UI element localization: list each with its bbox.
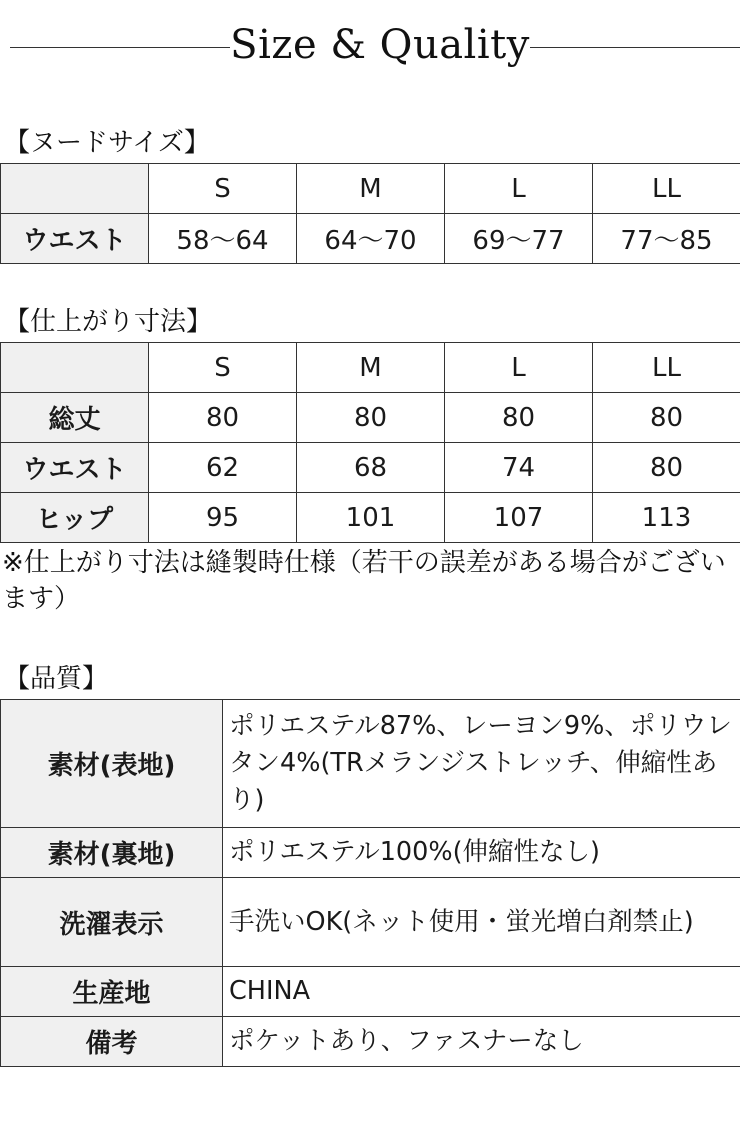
column-header: L — [445, 164, 593, 214]
row-header: 素材(裏地) — [1, 828, 223, 878]
row-header: 洗濯表示 — [1, 878, 223, 967]
column-header: LL — [593, 343, 740, 393]
row-header: ウエスト — [1, 443, 149, 493]
nude-size-table — [0, 163, 740, 264]
table-cell: 80 — [593, 393, 740, 443]
table-cell: 113 — [593, 493, 740, 543]
table-cell: 101 — [297, 493, 445, 543]
nude-size-label: 【ヌードサイズ】 — [4, 128, 210, 158]
table-cell: 69〜77 — [445, 214, 593, 264]
quality-table — [0, 699, 740, 1067]
table-cell: 62 — [149, 443, 297, 493]
table-row — [1, 393, 740, 443]
row-header: 素材(表地) — [1, 700, 223, 828]
table-row — [1, 1017, 740, 1067]
column-header: LL — [593, 164, 740, 214]
table-cell: ポリエステル100%(伸縮性なし) — [223, 828, 740, 878]
column-header: S — [149, 164, 297, 214]
title-rule-left — [10, 47, 230, 48]
column-header: M — [297, 343, 445, 393]
table-cell: 80 — [149, 393, 297, 443]
row-header: 総丈 — [1, 393, 149, 443]
table-cell: 68 — [297, 443, 445, 493]
table-row — [1, 214, 740, 264]
section-title — [0, 18, 740, 78]
table-cell: 80 — [297, 393, 445, 443]
table-cell: 74 — [445, 443, 593, 493]
size-note: ※仕上がり寸法は縫製時仕様（若干の誤差がある場合がございます） — [2, 548, 726, 614]
table-cell: 77〜85 — [593, 214, 740, 264]
row-header: 備考 — [1, 1017, 223, 1067]
column-header: M — [297, 164, 445, 214]
table-cell: ポリエステル87%、レーヨン9%、ポリウレタン4%(TRメランジストレッチ、伸縮性あり) — [223, 700, 740, 828]
row-header: ウエスト — [1, 214, 149, 264]
table-cell: 80 — [445, 393, 593, 443]
column-header: L — [445, 343, 593, 393]
row-header: ヒップ — [1, 493, 149, 543]
table-cell: 80 — [593, 443, 740, 493]
column-header: S — [149, 343, 297, 393]
corner-cell — [1, 343, 149, 393]
table-cell: CHINA — [223, 967, 740, 1017]
table-cell: 64〜70 — [297, 214, 445, 264]
table-cell: ポケットあり、ファスナーなし — [223, 1017, 740, 1067]
row-header: 生産地 — [1, 967, 223, 1017]
table-row — [1, 700, 740, 828]
table-row — [1, 443, 740, 493]
table-row — [1, 493, 740, 543]
table-row — [1, 828, 740, 878]
page-title: Size & Quality — [230, 22, 530, 68]
quality-label: 【品質】 — [4, 664, 109, 694]
title-rule-right — [530, 47, 740, 48]
finished-size-label: 【仕上がり寸法】 — [4, 307, 213, 337]
table-row — [1, 967, 740, 1017]
table-cell: 手洗いOK(ネット使用・蛍光増白剤禁止) — [223, 878, 740, 967]
table-header-row — [1, 164, 740, 214]
table-cell: 58〜64 — [149, 214, 297, 264]
table-header-row — [1, 343, 740, 393]
corner-cell — [1, 164, 149, 214]
finished-size-table — [0, 342, 740, 543]
table-cell: 95 — [149, 493, 297, 543]
table-row — [1, 878, 740, 967]
table-cell: 107 — [445, 493, 593, 543]
